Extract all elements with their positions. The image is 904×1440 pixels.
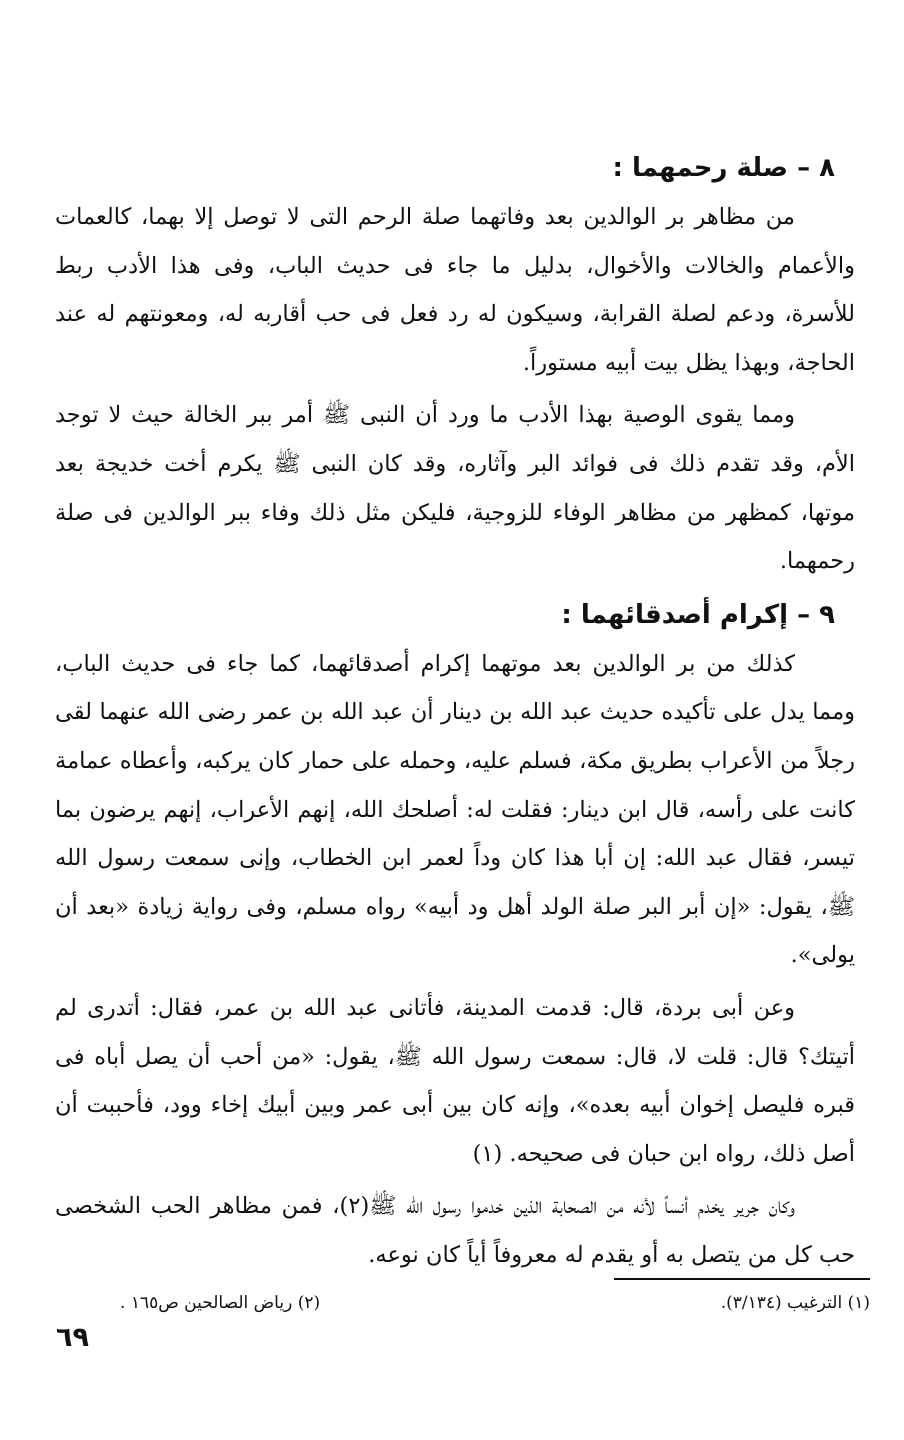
section-8-dash: – [788,153,820,183]
footnote-1: (١) الترغيب (٣/١٣٤). [720,1293,870,1313]
section-9-dash: – [788,599,820,630]
section-8-heading [55,143,855,193]
section-8-title: صلة رحمهما : [612,153,789,183]
section-9-title: إكرام أصدقائهما : [561,599,789,630]
section-8-number: ٨ [819,153,835,183]
section-9-heading [55,590,855,640]
footnotes [120,1278,870,1316]
main-text [55,143,855,1283]
section-9-paragraph-3: وكان جرير يخدم أنساً لأنه من الصحابة الذين خدموا رسول الله ﷺ(٢)، فمن مظاهر الحب الشخصى حب كل من يتصل به أو يقدم له معروفاً أياً كان نوعه. [55,1193,855,1268]
section-9-paragraph-1: كذلك من بر الوالدين بعد موتهما إكرام أصدقائهما، كما جاء فى حديث الباب، ومما يدل على تأكيده حديث عبد الله بن دينار أن عبد الله بن عمر رضى الله عنهما لقى رجلاً من الأعراب بطريق مكة، فسلم عليه، وحمله على حمار كان يركبه، وأعطاه عمامة كانت على رأسه، قال ابن دينار: فقلت له: أصلحك الله، إنهم الأعراب، إنهم يرضون بما تيسر، فقال عبد الله: إن أبا هذا كان وداً لعمر ابن الخطاب، وإنى سمعت رسول الله ﷺ، يقول: «إن أبر البر صلة الولد أهل ود أبيه» رواه مسلم، وفى رواية زيادة «بعد أن يولى». [55,650,855,969]
section-8-paragraph-2: ومما يقوى الوصية بهذا الأدب ما ورد أن النبى ﷺ أمر ببر الخالة حيث لا توجد الأم، وقد تقدم ذلك فى فوائد البر وآثاره، وقد كان النبى ﷺ يكرم أخت خديجة بعد موتها، كمظهر من مظاهر الوفاء للزوجية، فليكن مثل ذلك وفاء ببر الوالدين فى صلة رحمهما. [55,402,855,575]
section-9-number: ٩ [819,599,835,630]
footnote-divider [614,1278,870,1280]
footnote-row [120,1290,870,1316]
section-9-paragraph-2: وعن أبى بردة، قال: قدمت المدينة، فأتانى عبد الله بن عمر، فقال: أتدرى لم أتيتك؟ قال: قلت لا، قال: سمعت رسول الله ﷺ، يقول: «من أحب أن يصل أباه فى قبره فليصل إخوان أبيه بعده»، وإنه كان بين أبى عمر وبين أبيك إخاء وود، فأحببت أن أصل ذلك، رواه ابن حبان فى صحيحه. (١) [55,994,855,1167]
page-number: ٦٩ [56,1322,89,1353]
section-8-paragraph-1: من مظاهر بر الوالدين بعد وفاتهما صلة الرحم التى لا توصل إلا بهما، كالعمات والأعمام والخالات والأخوال، بدليل ما جاء فى حديث الباب، وفى هذا الأدب ربط للأسرة، ودعم لصلة القرابة، وسيكون له رد فعل فى حب أقاربه له، ومعونتهم له عند الحاجة، وبهذا يظل بيت أبيه مستوراً. [55,204,855,376]
footnote-2: (٢) رياض الصالحين ص١٦٥ . [120,1293,321,1313]
